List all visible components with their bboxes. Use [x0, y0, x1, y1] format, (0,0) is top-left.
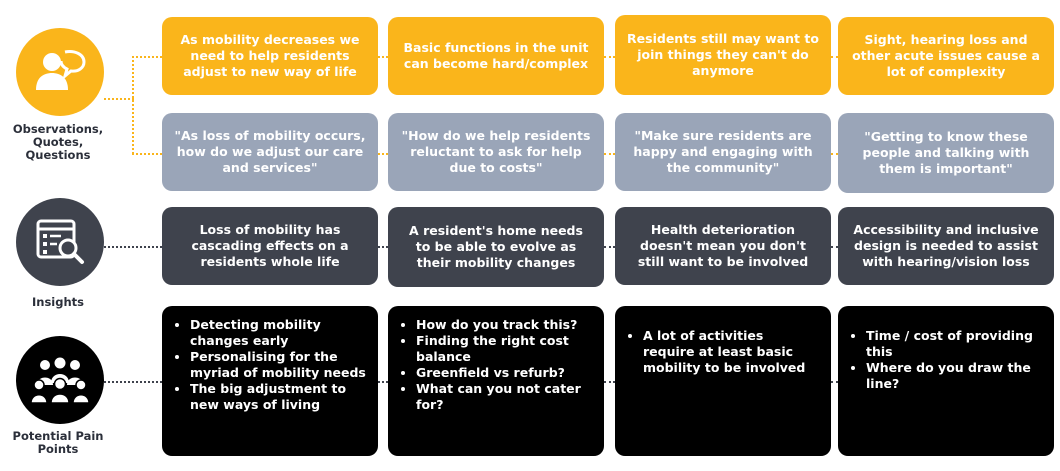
- observations-label-line-1: Observations,: [12, 122, 104, 136]
- observation-card: Basic functions in the unit can become hard/complex: [388, 17, 604, 95]
- insight-card: Health deterioration doesn't mean you don't still want to be involved: [615, 207, 831, 285]
- connector: [831, 246, 838, 248]
- observations-label-line-2: Quotes,: [32, 135, 84, 149]
- connector: [378, 56, 388, 58]
- quote-card: "Getting to know these people and talking with them is important": [838, 113, 1054, 193]
- observation-card: Sight, hearing loss and other acute issues cause a lot of complexity: [838, 17, 1054, 95]
- connector: [604, 56, 615, 58]
- pain-point-card: [838, 306, 1054, 456]
- insight-card: Accessibility and inclusive design is needed to assist with hearing/vision loss: [838, 207, 1054, 285]
- connector: [378, 381, 388, 383]
- pain-points-label-line-1: Potential Pain: [12, 429, 104, 443]
- connector: [104, 98, 134, 100]
- connector: [378, 153, 388, 155]
- pain-point-item: • Detecting mobility changes early: [190, 317, 366, 349]
- pain-point-item: • Time / cost of providing this: [866, 328, 1042, 360]
- quote-card: "As loss of mobility occurs, how do we adjust our care and services": [162, 113, 378, 191]
- pain-point-card: [162, 306, 378, 456]
- connector: [104, 246, 162, 248]
- pain-points-label: [2, 430, 114, 456]
- pain-point-item: • Personalising for the myriad of mobility needs: [190, 349, 366, 381]
- observations-label-line-3: Questions: [25, 148, 91, 162]
- observation-card: As mobility decreases we need to help residents adjust to new way of life: [162, 17, 378, 95]
- pain-point-item: • Finding the right cost balance: [416, 333, 592, 365]
- pain-point-card: [388, 306, 604, 456]
- insights-icon-circle: [16, 198, 104, 286]
- connector: [831, 56, 838, 58]
- connector: [831, 153, 838, 155]
- pain-points-icon-circle: [16, 336, 104, 424]
- pain-point-card: [615, 306, 831, 456]
- pain-point-item: • Where do you draw the line?: [866, 360, 1042, 392]
- people-group-icon: [31, 355, 89, 405]
- pain-point-item: • A lot of activities require at least basic mobility to be involved: [643, 328, 819, 376]
- insights-label: Insights: [31, 295, 84, 309]
- pain-point-item: • The big adjustment to new ways of living: [190, 381, 366, 413]
- connector: [132, 153, 162, 155]
- connector: [104, 381, 162, 383]
- connector: [132, 56, 162, 58]
- report-magnifier-icon: [33, 215, 87, 269]
- pain-points-label-line-2: Points: [37, 442, 79, 456]
- quote-card: "How do we help residents reluctant to ask for help due to costs": [388, 113, 604, 191]
- connector: [604, 246, 615, 248]
- pain-point-item: • How do you track this?: [416, 317, 592, 333]
- pain-point-item: • What can you not cater for?: [416, 381, 592, 413]
- insight-card: Loss of mobility has cascading effects on a residents whole life: [162, 207, 378, 285]
- connector: [604, 153, 615, 155]
- observation-card: Residents still may want to join things they can't do anymore: [615, 15, 831, 95]
- quote-card: "Make sure residents are happy and engaging with the community": [615, 113, 831, 191]
- observations-label: [2, 123, 114, 162]
- connector: [604, 381, 615, 383]
- connector: [831, 381, 838, 383]
- pain-point-item: • Greenfield vs refurb?: [416, 365, 592, 381]
- connector: [378, 246, 388, 248]
- person-speech-icon: [32, 44, 88, 100]
- connector: [132, 56, 134, 154]
- insight-card: A resident's home needs to be able to evolve as their mobility changes: [388, 207, 604, 287]
- observations-icon-circle: [16, 28, 104, 116]
